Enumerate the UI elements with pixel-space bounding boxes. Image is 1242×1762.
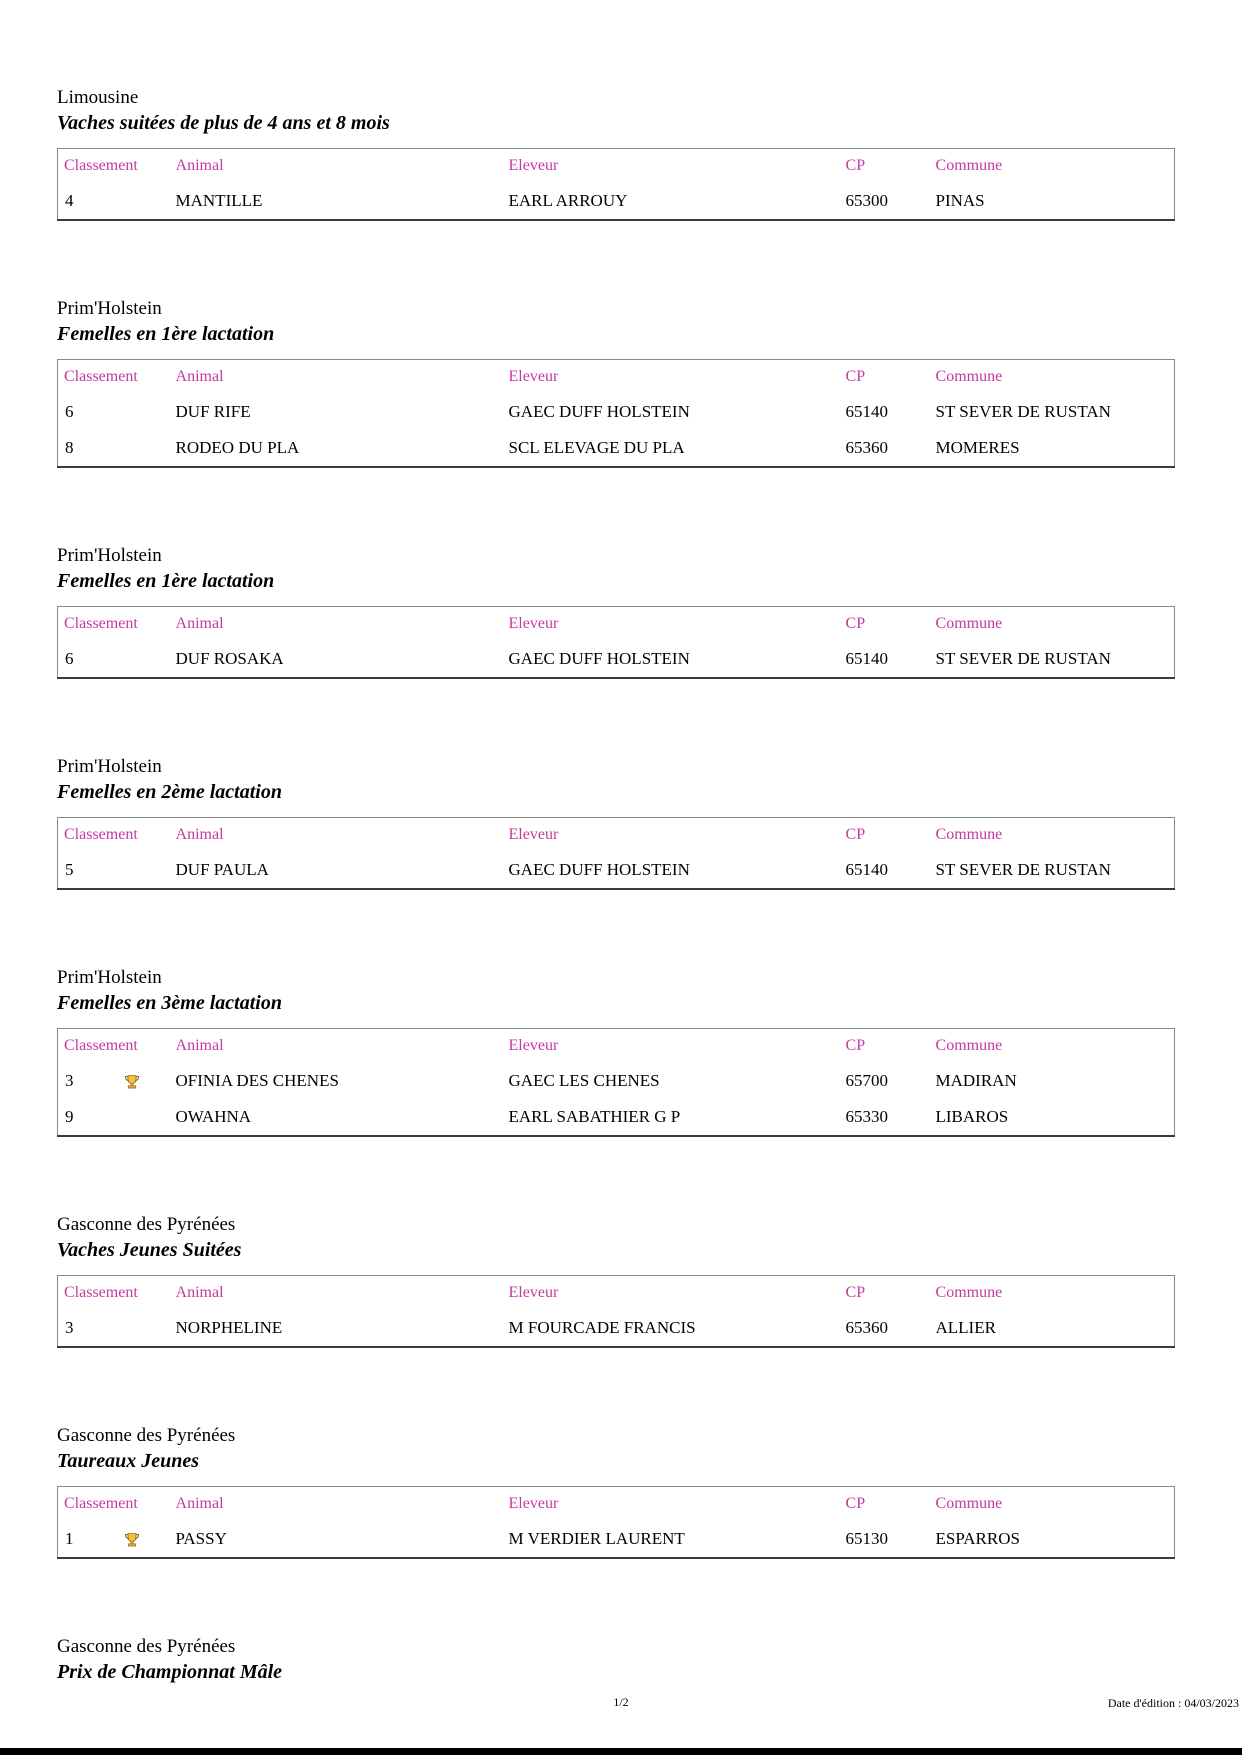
- table-header-row: [58, 818, 1175, 853]
- cp-cell: 65140: [845, 860, 889, 879]
- animal-cell: DUF ROSAKA: [175, 649, 284, 668]
- animal-cell: RODEO DU PLA: [175, 438, 300, 457]
- table-header-row: [58, 607, 1175, 642]
- results-table: [57, 1028, 1175, 1137]
- header-animal: Animal: [175, 1495, 224, 1512]
- header-commune: Commune: [935, 826, 1003, 843]
- table-row: [58, 430, 1175, 467]
- header-commune: Commune: [935, 1284, 1003, 1301]
- trophy-cell: [116, 1063, 176, 1099]
- breed-section: [57, 1213, 1175, 1348]
- header-cp: CP: [845, 1495, 866, 1512]
- animal-cell: DUF RIFE: [175, 402, 251, 421]
- header-eleveur: Eleveur: [508, 1037, 559, 1054]
- table-row: [58, 641, 1175, 678]
- animal-cell: MANTILLE: [175, 191, 263, 210]
- commune-cell: MADIRAN: [935, 1071, 1017, 1090]
- trophy-cell: [116, 1099, 176, 1136]
- trophy-cell: [116, 852, 176, 889]
- table-row: [58, 394, 1175, 430]
- header-animal: Animal: [175, 1284, 224, 1301]
- breed-section: [57, 544, 1175, 679]
- trophy-cell: [116, 641, 176, 678]
- header-cp: CP: [845, 826, 866, 843]
- cp-cell: 65130: [845, 1529, 889, 1548]
- results-table: [57, 1486, 1175, 1559]
- commune-cell: ST SEVER DE RUSTAN: [935, 649, 1111, 668]
- breed-section: [57, 1424, 1175, 1559]
- header-classement: Classement: [64, 826, 138, 843]
- cp-cell: 65360: [845, 1318, 889, 1337]
- classement-cell: 5: [65, 860, 74, 879]
- breed-label: Gasconne des Pyrénées: [57, 1636, 236, 1657]
- table-header-row: [58, 1029, 1175, 1064]
- header-animal: Animal: [175, 615, 224, 632]
- breed-label: Prim'Holstein: [57, 298, 162, 319]
- breed-section: [57, 755, 1175, 890]
- category-label: Prix de Championnat Mâle: [57, 1661, 283, 1683]
- animal-cell: NORPHELINE: [175, 1318, 283, 1337]
- cp-cell: 65700: [845, 1071, 889, 1090]
- classement-cell: 1: [65, 1529, 74, 1548]
- trophy-cell: [116, 394, 176, 430]
- header-eleveur: Eleveur: [508, 157, 559, 174]
- animal-cell: OWAHNA: [175, 1107, 252, 1126]
- header-animal: Animal: [175, 157, 224, 174]
- breed-section: [57, 1635, 1175, 1686]
- eleveur-cell: M FOURCADE FRANCIS: [508, 1318, 696, 1337]
- results-table: [57, 359, 1175, 468]
- header-classement: Classement: [64, 1284, 138, 1301]
- header-eleveur: Eleveur: [508, 1495, 559, 1512]
- cp-cell: 65140: [845, 649, 889, 668]
- category-label: Vaches suitées de plus de 4 ans et 8 mois: [57, 112, 390, 134]
- breed-section: [57, 297, 1175, 468]
- header-cp: CP: [845, 1284, 866, 1301]
- breed-label: Gasconne des Pyrénées: [57, 1425, 236, 1446]
- trophy-icon: [124, 1074, 140, 1090]
- classement-cell: 3: [65, 1071, 74, 1090]
- commune-cell: PINAS: [935, 191, 985, 210]
- breed-label: Prim'Holstein: [57, 545, 162, 566]
- table-row: [58, 1521, 1175, 1558]
- results-table: [57, 817, 1175, 890]
- header-classement: Classement: [64, 615, 138, 632]
- table-header-row: [58, 1487, 1175, 1522]
- header-animal: Animal: [175, 368, 224, 385]
- edition-date: Date d'édition : 04/03/2023: [1107, 1696, 1239, 1710]
- commune-cell: LIBAROS: [935, 1107, 1009, 1126]
- animal-cell: PASSY: [175, 1529, 227, 1548]
- breed-section: [57, 86, 1175, 221]
- classement-cell: 6: [65, 402, 74, 421]
- eleveur-cell: GAEC DUFF HOLSTEIN: [508, 860, 690, 879]
- header-cp: CP: [845, 615, 866, 632]
- header-animal: Animal: [175, 826, 224, 843]
- bottom-edge-bar: [0, 1748, 1242, 1755]
- trophy-icon: [124, 1532, 140, 1548]
- cp-cell: 65140: [845, 402, 889, 421]
- table-header-row: [58, 1276, 1175, 1311]
- header-cp: CP: [845, 1037, 866, 1054]
- header-eleveur: Eleveur: [508, 368, 559, 385]
- page-number: 1/2: [613, 1695, 629, 1709]
- breed-label: Limousine: [57, 87, 139, 108]
- trophy-cell: [116, 430, 176, 467]
- commune-cell: ST SEVER DE RUSTAN: [935, 402, 1111, 421]
- table-row: [58, 1063, 1175, 1099]
- trophy-cell: [116, 1521, 176, 1558]
- table-header-row: [58, 149, 1175, 184]
- category-label: Vaches Jeunes Suitées: [57, 1239, 242, 1261]
- header-classement: Classement: [64, 1037, 138, 1054]
- header-commune: Commune: [935, 157, 1003, 174]
- trophy-cell: [116, 183, 176, 220]
- header-eleveur: Eleveur: [508, 1284, 559, 1301]
- commune-cell: ESPARROS: [935, 1529, 1020, 1548]
- header-commune: Commune: [935, 368, 1003, 385]
- category-label: Taureaux Jeunes: [57, 1450, 200, 1472]
- eleveur-cell: GAEC LES CHENES: [508, 1071, 660, 1090]
- header-commune: Commune: [935, 1037, 1003, 1054]
- commune-cell: ST SEVER DE RUSTAN: [935, 860, 1111, 879]
- header-commune: Commune: [935, 1495, 1003, 1512]
- cp-cell: 65330: [845, 1107, 889, 1126]
- classement-cell: 9: [65, 1107, 74, 1126]
- header-classement: Classement: [64, 1495, 138, 1512]
- results-table: [57, 1275, 1175, 1348]
- cp-cell: 65360: [845, 438, 889, 457]
- eleveur-cell: SCL ELEVAGE DU PLA: [508, 438, 685, 457]
- header-classement: Classement: [64, 157, 138, 174]
- table-header-row: [58, 360, 1175, 395]
- results-table: [57, 606, 1175, 679]
- header-animal: Animal: [175, 1037, 224, 1054]
- header-cp: CP: [845, 157, 866, 174]
- breed-section: [57, 966, 1175, 1137]
- header-eleveur: Eleveur: [508, 826, 559, 843]
- classement-cell: 4: [65, 191, 74, 210]
- category-label: Femelles en 1ère lactation: [57, 323, 275, 345]
- category-label: Femelles en 1ère lactation: [57, 570, 275, 592]
- table-row: [58, 183, 1175, 220]
- category-label: Femelles en 3ème lactation: [57, 992, 282, 1014]
- classement-cell: 6: [65, 649, 74, 668]
- classement-cell: 8: [65, 438, 74, 457]
- eleveur-cell: GAEC DUFF HOLSTEIN: [508, 649, 690, 668]
- table-row: [58, 852, 1175, 889]
- eleveur-cell: M VERDIER LAURENT: [508, 1529, 685, 1548]
- breed-label: Gasconne des Pyrénées: [57, 1214, 236, 1235]
- commune-cell: ALLIER: [935, 1318, 996, 1337]
- results-table: [57, 148, 1175, 221]
- header-cp: CP: [845, 368, 866, 385]
- eleveur-cell: EARL ARROUY: [508, 191, 628, 210]
- animal-cell: DUF PAULA: [175, 860, 269, 879]
- classement-cell: 3: [65, 1318, 74, 1337]
- breed-label: Prim'Holstein: [57, 967, 162, 988]
- header-eleveur: Eleveur: [508, 615, 559, 632]
- breed-label: Prim'Holstein: [57, 756, 162, 777]
- report-body: [57, 86, 1175, 1762]
- animal-cell: OFINIA DES CHENES: [175, 1071, 339, 1090]
- table-row: [58, 1310, 1175, 1347]
- eleveur-cell: EARL SABATHIER G P: [508, 1107, 681, 1126]
- category-label: Femelles en 2ème lactation: [57, 781, 282, 803]
- table-row: [58, 1099, 1175, 1136]
- commune-cell: MOMERES: [935, 438, 1020, 457]
- header-commune: Commune: [935, 615, 1003, 632]
- trophy-cell: [116, 1310, 176, 1347]
- eleveur-cell: GAEC DUFF HOLSTEIN: [508, 402, 690, 421]
- header-classement: Classement: [64, 368, 138, 385]
- cp-cell: 65300: [845, 191, 889, 210]
